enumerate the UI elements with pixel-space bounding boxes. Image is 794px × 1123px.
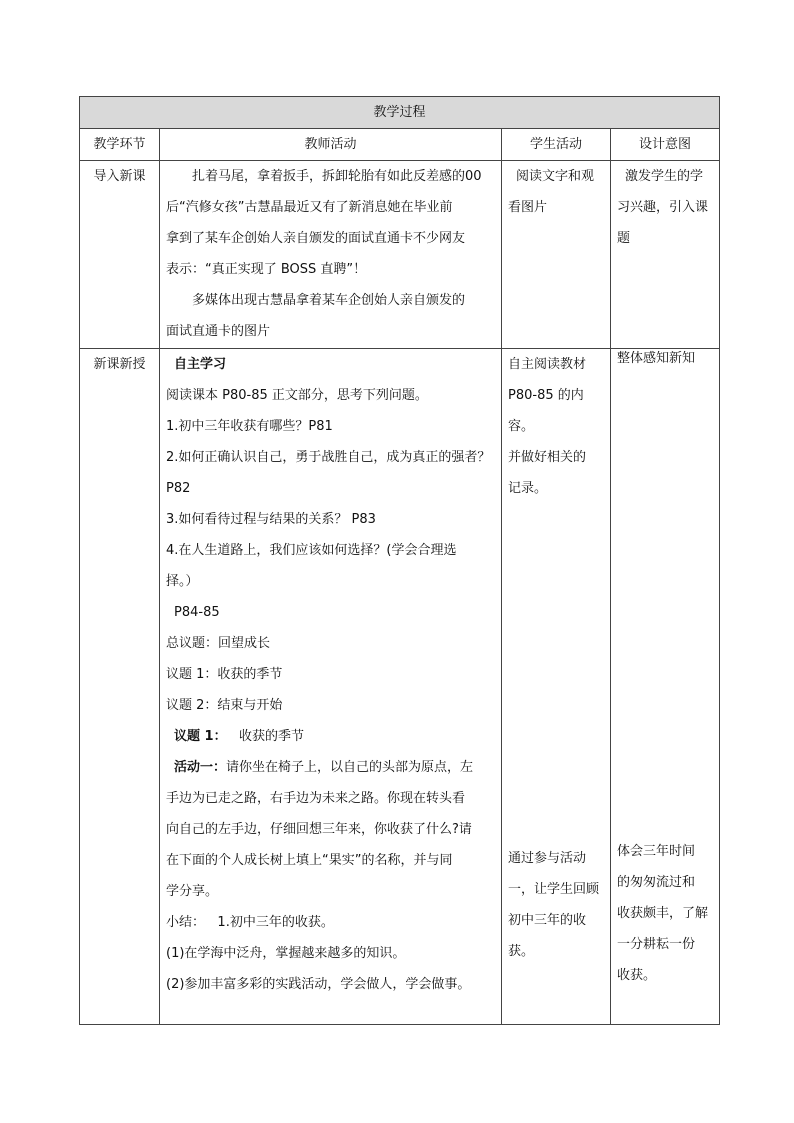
text-line: 并做好相关的 bbox=[508, 450, 587, 465]
question-line: P82 bbox=[166, 481, 191, 496]
text-line: 手边为已走之路，右手边为未来之路。你现在转头看 bbox=[166, 791, 466, 806]
text-line: (1)在学海中泛舟，掌握越来越多的知识。 bbox=[166, 946, 406, 961]
text-line: 通过参与活动 bbox=[508, 851, 587, 866]
summary-text: 1.初中三年的收获。 bbox=[217, 915, 334, 930]
design-intent-intro bbox=[611, 161, 720, 349]
teacher-activity-new-lesson bbox=[160, 349, 502, 1025]
text-line: 收获。 bbox=[617, 968, 657, 983]
student-activity-intro bbox=[502, 161, 611, 349]
activity-label: 活动一： bbox=[174, 760, 227, 775]
text-line: (2)参加丰富多彩的实践活动，学会做人，学会做事。 bbox=[166, 977, 471, 992]
teacher-activity-intro bbox=[160, 161, 502, 349]
text-line: 自主阅读教材 bbox=[508, 357, 587, 372]
text-line: 整体感知新知 bbox=[617, 351, 696, 366]
text-line: 获。 bbox=[508, 944, 535, 959]
section-heading: 自主学习 bbox=[174, 357, 227, 372]
text-line: 学分享。 bbox=[166, 884, 219, 899]
text-line: 扎着马尾，拿着扳手，拆卸轮胎有如此反差感的00 bbox=[192, 169, 482, 184]
topic-heading bbox=[166, 721, 495, 752]
question-line: 择。） bbox=[166, 574, 199, 589]
summary-line bbox=[166, 907, 495, 938]
header-teacher-activity: 教师活动 bbox=[160, 129, 502, 161]
text-line: 在下面的个人成长树上填上“果实”的名称，并与同 bbox=[166, 853, 453, 868]
header-design-intent: 设计意图 bbox=[611, 129, 720, 161]
text-line: 后“汽修女孩”古慧晶最近又有了新消息她在毕业前 bbox=[166, 200, 453, 215]
text-line: 拿到了某车企创始人亲自颁发的面试直通卡不少网友 bbox=[166, 231, 466, 246]
stage-new-lesson: 新课新授 bbox=[80, 349, 160, 1025]
text-line: 初中三年的收 bbox=[508, 913, 587, 928]
topic-label: 议题 1： bbox=[174, 729, 227, 744]
text-line: 表示：“真正实现了 BOSS 直聘”！ bbox=[166, 262, 367, 277]
text-line: 一，让学生回顾 bbox=[508, 882, 600, 897]
text-line: 题 bbox=[617, 231, 631, 246]
header-stage: 教学环节 bbox=[80, 129, 160, 161]
question-line: 2.如何正确认识自己，勇于战胜自己，成为真正的强者？ bbox=[166, 450, 491, 465]
table-row bbox=[80, 349, 720, 1025]
activity-text: 请你坐在椅子上，以自己的头部为原点，左 bbox=[226, 760, 474, 775]
text-line: 向自己的左手边，仔细回想三年来，你收获了什么?请 bbox=[166, 822, 472, 837]
text-line: 议题 2：结束与开始 bbox=[166, 698, 283, 713]
table-title: 教学过程 bbox=[80, 97, 720, 129]
text-line: 议题 1：收获的季节 bbox=[166, 667, 283, 682]
text-line: 收获颇丰，了解 bbox=[617, 906, 709, 921]
header-student-activity: 学生活动 bbox=[502, 129, 611, 161]
text-line: 阅读文字和观 bbox=[516, 169, 595, 184]
text-line: 多媒体出现古慧晶拿着某车企创始人亲自颁发的 bbox=[192, 293, 466, 308]
stage-intro: 导入新课 bbox=[80, 161, 160, 349]
design-intent-new-lesson bbox=[611, 349, 720, 1025]
student-activity-new-lesson bbox=[502, 349, 611, 1025]
text-line: 看图片 bbox=[508, 200, 548, 215]
teaching-process-table bbox=[79, 96, 720, 1025]
text-line: 阅读课本 P80-85 正文部分，思考下列问题。 bbox=[166, 388, 428, 403]
text-line: 的匆匆流过和 bbox=[617, 875, 696, 890]
text-line: 习兴趣，引入课 bbox=[617, 200, 709, 215]
question-line: 4.在人生道路上，我们应该如何选择？(学会合理选 bbox=[166, 543, 457, 558]
activity-line bbox=[166, 752, 495, 783]
table-row bbox=[80, 161, 720, 349]
summary-label: 小结： bbox=[166, 915, 206, 930]
text-line: 总议题：回望成长 bbox=[166, 636, 271, 651]
topic-text: 收获的季节 bbox=[238, 729, 304, 744]
text-line: 记录。 bbox=[508, 481, 548, 496]
text-line: 一分耕耘一份 bbox=[617, 937, 696, 952]
text-line: P80-85 的内容。 bbox=[508, 388, 584, 434]
text-line: P84-85 bbox=[174, 605, 220, 620]
question-line: 1.初中三年收获有哪些？P81 bbox=[166, 419, 333, 434]
text-line: 体会三年时间 bbox=[617, 844, 696, 859]
question-line: 3.如何看待过程与结果的关系？ P83 bbox=[166, 512, 376, 527]
text-line: 面试直通卡的图片 bbox=[166, 324, 271, 339]
text-line: 激发学生的学 bbox=[625, 169, 704, 184]
